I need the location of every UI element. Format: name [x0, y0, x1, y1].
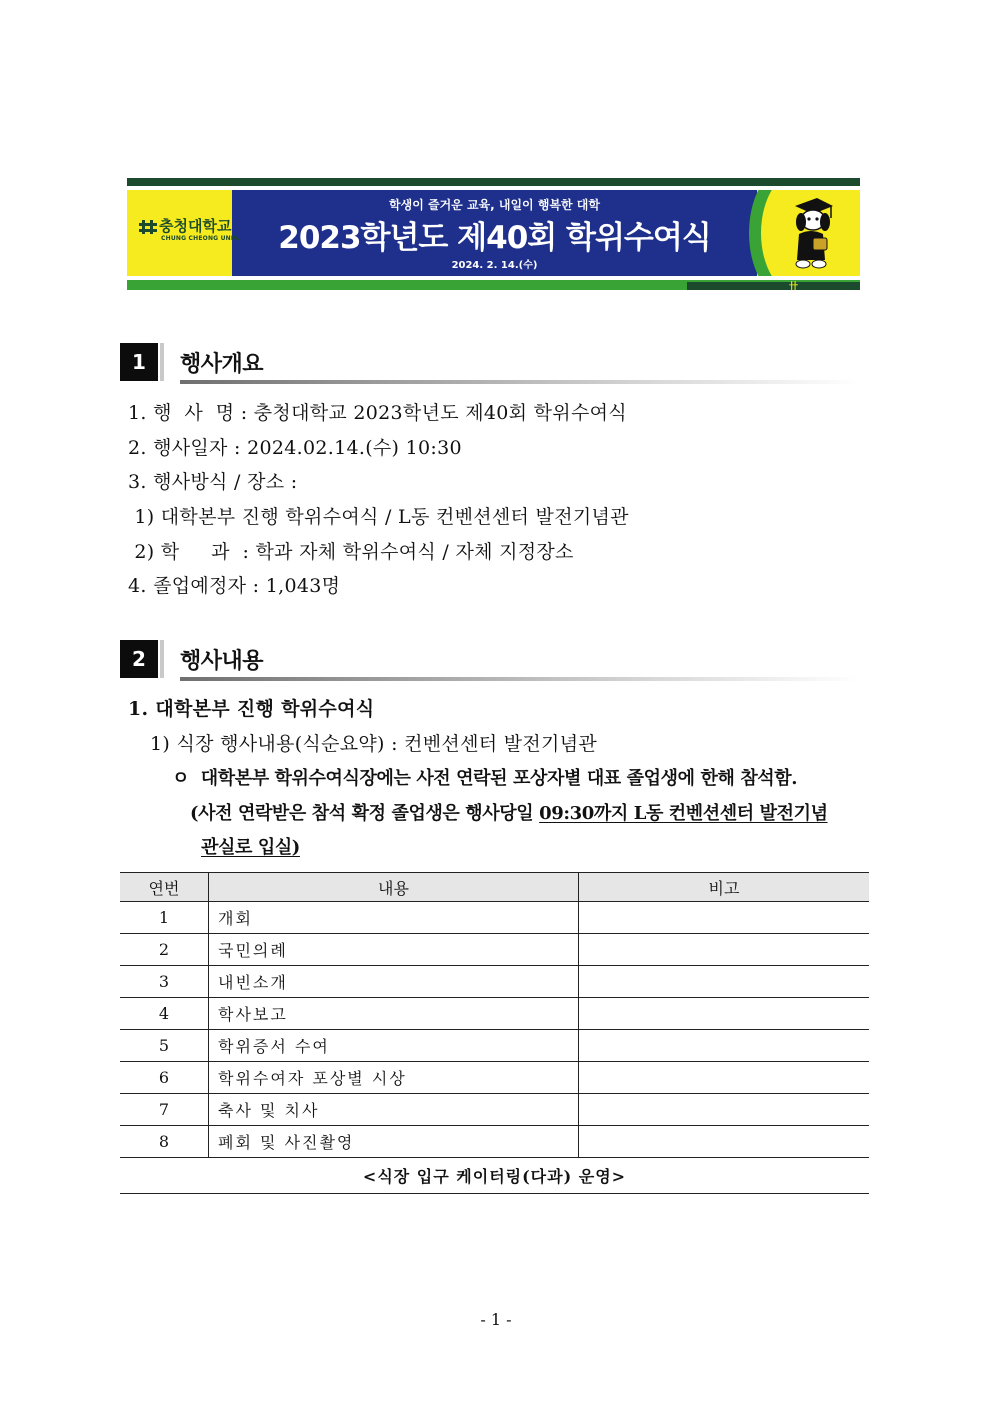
logo-text: 충청대학교 — [159, 217, 232, 235]
ceremony-program-table — [120, 872, 869, 1194]
mascot-graduate-icon — [787, 194, 835, 272]
row-note — [579, 1094, 870, 1126]
logo-subtext: CHUNG CHEONG UNIV. — [161, 234, 240, 242]
row-number: 3 — [120, 966, 209, 998]
table-row — [120, 1030, 869, 1062]
table-row — [120, 998, 869, 1030]
banner-small-mark-icon: 卄 — [789, 282, 799, 292]
row-number: 7 — [120, 1094, 209, 1126]
row-number: 5 — [120, 1030, 209, 1062]
content-note-line-1 — [190, 799, 828, 825]
note-part-3: 관실로 입실) — [201, 837, 300, 858]
event-banner — [127, 178, 860, 291]
section-1-rule — [180, 380, 860, 384]
content-item-1: 1) 식장 행사내용(식순요약) : 컨벤션센터 발전기념관 — [150, 733, 598, 755]
section-2-header — [120, 640, 860, 678]
section-1-header — [120, 343, 860, 381]
bullet-symbol: ㅇ — [172, 768, 189, 789]
row-number: 4 — [120, 998, 209, 1030]
banner-panel — [127, 190, 860, 276]
row-number: 2 — [120, 934, 209, 966]
row-note — [579, 966, 870, 998]
header-note: 비고 — [579, 873, 870, 902]
row-number: 8 — [120, 1126, 209, 1158]
row-content: 학사보고 — [209, 998, 579, 1030]
row-note — [579, 1030, 870, 1062]
content-note-line-2 — [201, 833, 300, 859]
row-note — [579, 902, 870, 934]
row-content: 개회 — [209, 902, 579, 934]
overview-method-2: 2) 학 과 : 학과 자체 학위수여식 / 자체 지정장소 — [128, 541, 574, 563]
table-row — [120, 902, 869, 934]
section-2-title: 행사내용 — [180, 649, 264, 674]
bullet-text: 대학본부 학위수여식장에는 사전 연락된 포상자별 대표 졸업생에 한해 참석함. — [200, 768, 798, 789]
row-note — [579, 1062, 870, 1094]
section-1-number: 1 — [120, 343, 158, 381]
row-note — [579, 1126, 870, 1158]
row-content: 내빈소개 — [209, 966, 579, 998]
row-content: 폐회 및 사진촬영 — [209, 1126, 579, 1158]
banner-title: 2023학년도 제40회 학위수여식 — [278, 220, 711, 256]
banner-slogan: 학생이 즐거운 교육, 내일이 행복한 대학 — [389, 198, 600, 212]
section-2-number: 2 — [120, 640, 158, 678]
university-logo — [139, 218, 240, 242]
row-number: 1 — [120, 902, 209, 934]
row-content: 국민의례 — [209, 934, 579, 966]
table-row — [120, 934, 869, 966]
banner-date: 2024. 2. 14.(수) — [451, 260, 538, 271]
note-part-1: (사전 연락받은 참석 확정 졸업생은 행사당일 — [190, 803, 540, 824]
row-content: 축사 및 치사 — [209, 1094, 579, 1126]
page-number: - 1 - — [480, 1310, 512, 1329]
table-header-row — [120, 873, 869, 902]
table-footer-row — [120, 1158, 869, 1194]
banner-top-bar — [127, 178, 860, 186]
row-content: 학위수여자 포상별 시상 — [209, 1062, 579, 1094]
content-subtitle: 1. 대학본부 진행 학위수여식 — [128, 698, 375, 720]
table-footer: <식장 입구 케이터링(다과) 운영> — [120, 1158, 869, 1194]
section-2-rule — [180, 677, 860, 681]
university-logo-icon — [139, 219, 157, 235]
table-row — [120, 1094, 869, 1126]
table-row — [120, 966, 869, 998]
overview-event-method: 3. 행사방식 / 장소 : — [128, 471, 298, 493]
section-1-title: 행사개요 — [180, 352, 264, 377]
table-row — [120, 1126, 869, 1158]
row-note — [579, 998, 870, 1030]
overview-event-name: 1. 행 사 명 : 충청대학교 2023학년도 제40회 학위수여식 — [128, 402, 627, 424]
table-row — [120, 1062, 869, 1094]
overview-graduates: 4. 졸업예정자 : 1,043명 — [128, 575, 341, 597]
note-part-2: 09:30까지 L동 컨벤션센터 발전기념 — [539, 803, 828, 824]
row-content: 학위증서 수여 — [209, 1030, 579, 1062]
header-content: 내용 — [209, 873, 579, 902]
row-number: 6 — [120, 1062, 209, 1094]
header-number: 연번 — [120, 873, 209, 902]
overview-method-1: 1) 대학본부 진행 학위수여식 / L동 컨벤션센터 발전기념관 — [128, 506, 629, 528]
content-bullet — [172, 764, 797, 790]
row-note — [579, 934, 870, 966]
overview-event-date: 2. 행사일자 : 2024.02.14.(수) 10:30 — [128, 437, 462, 459]
